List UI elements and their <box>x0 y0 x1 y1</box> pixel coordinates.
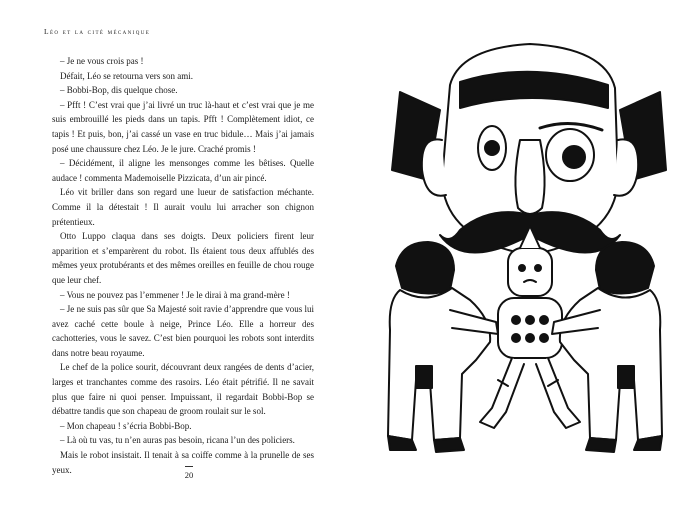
paragraph: – Décidément, il aligne les mensonges comme les bêtises. Quelle audace ! commenta Mademoiselle Pizzicata, d’un air pincé. <box>52 158 314 183</box>
illustration-police-robot <box>380 30 670 460</box>
page-number: 20 <box>177 466 201 480</box>
paragraph: Mais le robot insistait. Il tenait à sa coiffe comme à la prunelle de ses yeux. <box>52 450 314 475</box>
paragraph: Défait, Léo se retourna vers son ami. <box>60 70 193 81</box>
paragraph: – Vous ne pouvez pas l’emmener ! Je le dirai à ma grand-mère ! <box>60 289 290 300</box>
paragraph: – Je ne vous crois pas ! <box>60 56 144 66</box>
paragraph: – Bobbi-Bop, dis quelque chose. <box>60 85 178 96</box>
paragraph: – Pfft ! C’est vrai que j’ai livré un truc là-haut et c’est vrai que je me suis embrouillé les pieds dans un tapis. Pfft ! Complètement idiot, ce tapis ! Et puis, bon, j’ai cassé un vase en truc bidule… Mais j’ai jamais posé une chaussure chez Léo. Je le jure. Craché promis ! <box>52 99 314 154</box>
chief-nose <box>515 140 544 214</box>
right-page <box>350 0 700 508</box>
paragraph: – Mon chapeau ! s’écria Bobbi-Bop. <box>60 420 192 431</box>
paragraph: Otto Luppo claqua dans ses doigts. Deux policiers firent leur apparition et s’emparèrent du robot. Ils étaient tous deux affublés des mêmes yeux protubérants et des mêmes oreilles en feuille de chou rouge que leur chef. <box>52 231 314 285</box>
paragraph: Le chef de la police sourit, découvrant deux rangées de dents d’acier, larges et tranchantes comme des rasoirs. Léo était pétrifié. Il ne savait plus que faire ni quoi penser. Impuissant, il regardait Bobbi-Bop se débattre tandis que son chapeau de groom roulait sur le sol. <box>52 362 314 417</box>
paragraph: – Je ne suis pas sûr que Sa Majesté soit ravie d’apprendre que vous lui avez caché cette boule à neige, Prince Léo. Elle a horreur des cachotteries, vous le savez. C’est bien pourquoi les robots sont interdits dans notre beau royaume. <box>52 304 314 358</box>
robot-leg-right <box>536 358 580 428</box>
page-text <box>52 54 314 477</box>
paragraph: – Là où tu vas, tu n’en auras pas besoin, ricana l’un des policiers. <box>60 435 295 446</box>
running-head: Léo et la cité mécanique <box>44 27 151 36</box>
ear-left <box>422 139 446 195</box>
ear-right <box>614 139 638 195</box>
paragraph: Léo vit briller dans son regard une lueur de satisfaction méchante. Comme il la détestait ! Il aurait voulu lui arracher son chignon prétentieux. <box>52 187 314 227</box>
robot-head <box>508 248 552 296</box>
robot-leg-left <box>480 358 524 428</box>
